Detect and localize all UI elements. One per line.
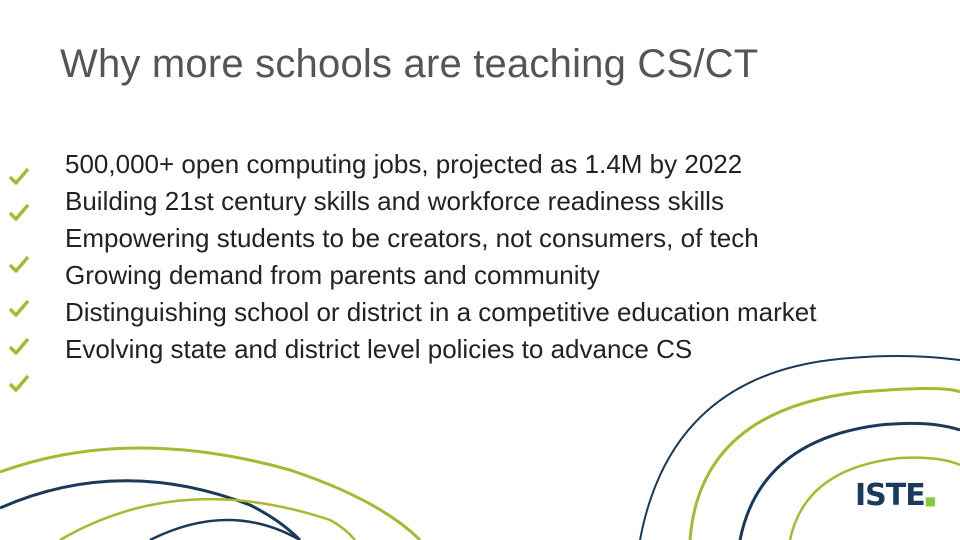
checkmark-icon	[8, 254, 30, 274]
slide-title: Why more schools are teaching CS/CT	[60, 42, 759, 86]
checkmark-icon	[8, 373, 30, 393]
bullet-item: Evolving state and district level policies to advance CS	[65, 334, 693, 364]
checkmark-icon	[8, 202, 30, 222]
checkmark-icon	[8, 166, 30, 186]
bullet-list	[65, 146, 816, 368]
logo-dot: ■	[924, 494, 937, 508]
checkmark-icon	[8, 298, 30, 318]
bullet-item: Distinguishing school or district in a competitive education market	[65, 297, 817, 327]
bullet-item: Empowering students to be creators, not consumers, of tech	[65, 223, 759, 253]
bullet-item: Growing demand from parents and community	[65, 260, 600, 290]
iste-logo	[855, 478, 936, 513]
checkmark-icon	[8, 336, 30, 356]
bullet-item: 500,000+ open computing jobs, projected as 1.4M by 2022	[65, 149, 743, 179]
logo-text: ISTE	[855, 478, 925, 513]
bullet-item: Building 21st century skills and workforce readiness skills	[65, 186, 724, 216]
